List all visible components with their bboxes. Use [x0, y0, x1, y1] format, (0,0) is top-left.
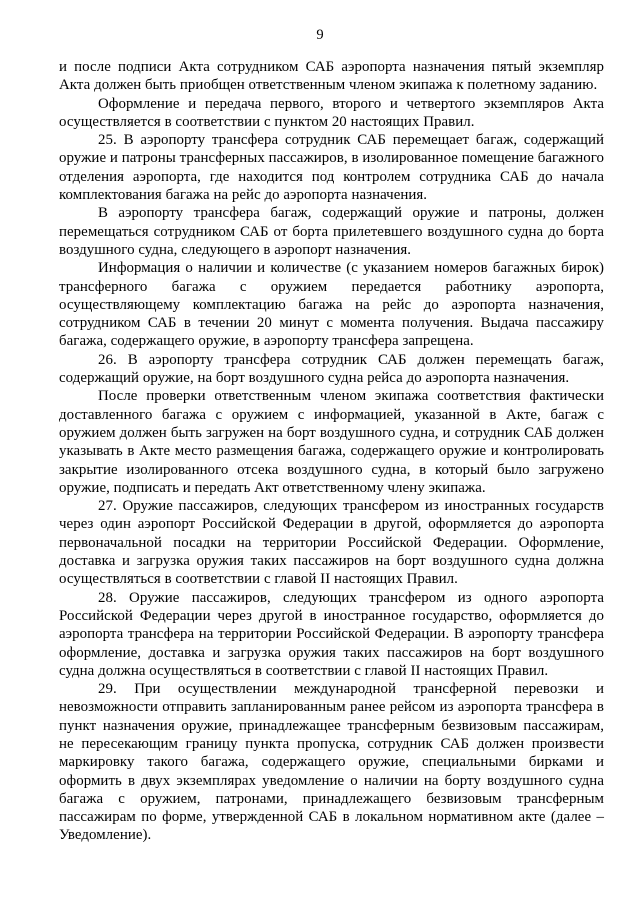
paragraph-item-29: 29. При осуществлении международной трансферной перевозки и невозможности отправить запланированным ранее рейсом из аэропорта трансфера в пункт назначения оружие, принадлежащее трансферным безвизовым пассажирам, не пересекающим границу пункта пропуска, сотрудник САБ должен произвести маркировку такого багажа, содержащего оружие, специальными бирками и оформить в двух экземплярах уведомление о наличии на борту воздушного судна багажа с оружием, патронами, принадлежащего безвизовым трансферным пассажирам по форме, утвержденной САБ в локальном нормативном акте (далее – Уведомление). [59, 681, 604, 844]
paragraph: В аэропорту трансфера багаж, содержащий оружие и патроны, должен перемещаться сотрудником САБ от борта прилетевшего воздушного судна до борта воздушного судна, следующего в аэропорт назначения. [59, 205, 604, 258]
paragraph-item-27: 27. Оружие пассажиров, следующих трансфером из иностранных государств через один аэропорт Российской Федерации в другой, оформляется до аэропорта первоначальной посадки на территории Российской Федерации. Оформление, доставка и загрузка оружия таких пассажиров на борт воздушного судна должна осуществляться в соответствии с главой II настоящих Правил. [59, 498, 604, 588]
document-body [59, 58, 604, 845]
paragraph-item-25: 25. В аэропорту трансфера сотрудник САБ перемещает багаж, содержащий оружие и патроны трансферных пассажиров, в изолированное помещение багажного отделения аэропорта, где находится под контролем сотрудника САБ до начала комплектования багажа на рейс до аэропорта назначения. [59, 132, 604, 204]
paragraph: Оформление и передача первого, второго и четвертого экземпляров Акта осуществляется в соответствии с пунктом 20 настоящих Правил. [59, 95, 604, 130]
paragraph: Информация о наличии и количестве (с указанием номеров багажных бирок) трансферного багажа с оружием передается работнику аэропорта, осуществляющему комплектацию багажа на рейс до аэропорта назначения, сотрудником САБ в течении 20 минут с момента получения. Выдача пассажиру багажа, содержащего оружие, в аэропорту трансфера запрещена. [59, 260, 604, 350]
paragraph: После проверки ответственным членом экипажа соответствия фактически доставленного багажа с оружием с информацией, указанной в Акте, багаж с оружием должен быть загружен на борт воздушного судна, и сотрудник САБ должен указывать в Акте место размещения багажа, содержащего оружие и контролировать закрытие изолированного отсека воздушного судна, в который было загружено оружие, подписать и передать Акт ответственному члену экипажа. [59, 388, 604, 496]
page-number: 9 [316, 27, 324, 43]
paragraph-item-26: 26. В аэропорту трансфера сотрудник САБ должен перемещать багаж, содержащий оружие, на борт воздушного судна рейса до аэропорта назначения. [59, 351, 604, 387]
paragraph-continuation: и после подписи Акта сотрудником САБ аэропорта назначения пятый экземпляр Акта должен быть приобщен ответственным членом экипажа к полетному заданию. [59, 59, 604, 94]
paragraph-item-28: 28. Оружие пассажиров, следующих трансфером из одного аэропорта Российской Федерации через другой в иностранное государство, оформляется до аэропорта трансфера на территории Российской Федерации. В аэропорту трансфера оформление, доставка и загрузка оружия таких пассажиров на борт воздушного судна должна осуществляться в соответствии с главой II настоящих Правил. [59, 589, 604, 679]
